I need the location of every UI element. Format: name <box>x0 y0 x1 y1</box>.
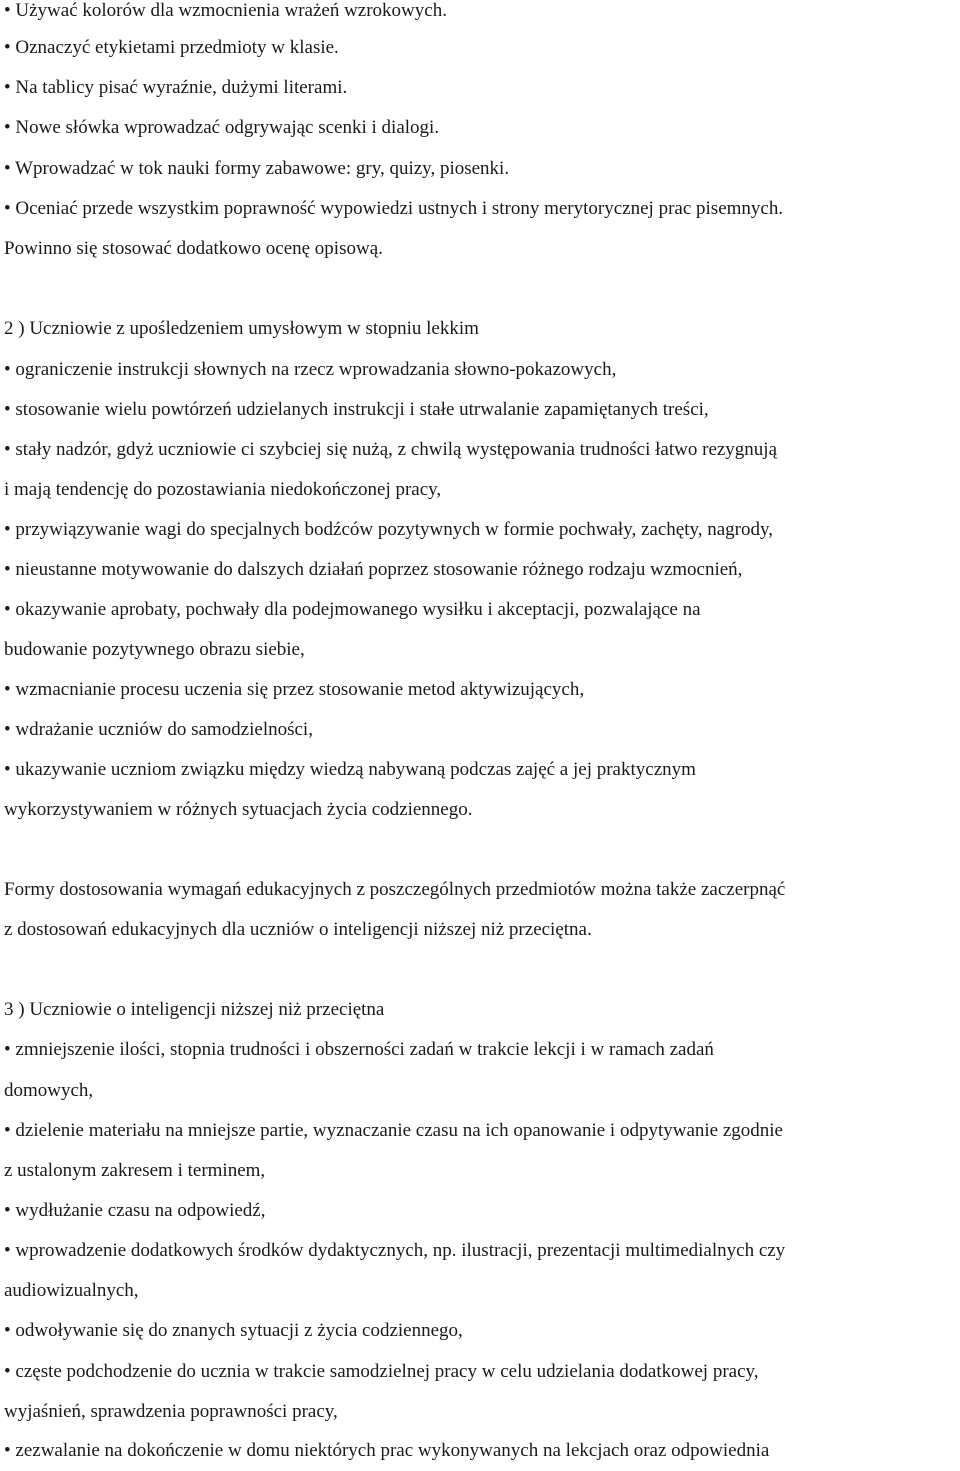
text-line: Formy dostosowania wymagań edukacyjnych z poszczególnych przedmiotów można także zaczerpnąć <box>4 879 786 900</box>
text-line: • Wprowadzać w tok nauki formy zabawowe: gry, quizy, piosenki. <box>4 158 510 179</box>
text-line: • wzmacnianie procesu uczenia się przez stosowanie metod aktywizujących, <box>4 679 585 700</box>
text-line: • zmniejszenie ilości, stopnia trudności i obszerności zadań w trakcie lekcji i w ramach zadań <box>4 1039 714 1060</box>
text-line: z ustalonym zakresem i terminem, <box>4 1160 266 1181</box>
text-line: • Oznaczyć etykietami przedmioty w klasie. <box>4 37 339 58</box>
text-line: • Oceniać przede wszystkim poprawność wypowiedzi ustnych i strony merytorycznej prac pisemnych. <box>4 198 784 219</box>
text-line: • zezwalanie na dokończenie w domu niektórych prac wykonywanych na lekcjach oraz odpowiednia <box>4 1440 770 1461</box>
text-line: audiowizualnych, <box>4 1280 139 1301</box>
text-line: wyjaśnień, sprawdzenia poprawności pracy, <box>4 1401 338 1422</box>
text-line: wykorzystywaniem w różnych sytuacjach życia codziennego. <box>4 799 473 820</box>
text-line: • wprowadzenie dodatkowych środków dydaktycznych, np. ilustracji, prezentacji multimedialnych czy <box>4 1240 786 1261</box>
text-line: i mają tendencję do pozostawiania niedokończonej pracy, <box>4 479 442 500</box>
text-line: z dostosowań edukacyjnych dla uczniów o inteligencji niższej niż przeciętna. <box>4 919 592 940</box>
text-line: • ograniczenie instrukcji słownych na rzecz wprowadzania słowno-pokazowych, <box>4 359 617 380</box>
text-line: • przywiązywanie wagi do specjalnych bodźców pozytywnych w formie pochwały, zachęty, nagrody, <box>4 519 774 540</box>
text-line: • stały nadzór, gdyż uczniowie ci szybciej się nużą, z chwilą występowania trudności łatwo rezygnują <box>4 439 778 460</box>
text-line: • ukazywanie uczniom związku między wiedzą nabywaną podczas zajęć a jej praktycznym <box>4 759 696 780</box>
text-line: • Nowe słówka wprowadzać odgrywając scenki i dialogi. <box>4 117 440 138</box>
text-line: • stosowanie wielu powtórzeń udzielanych instrukcji i stałe utrwalanie zapamiętanych treści, <box>4 399 709 420</box>
text-line: • dzielenie materiału na mniejsze partie, wyznaczanie czasu na ich opanowanie i odpytywanie zgodnie <box>4 1120 783 1141</box>
text-line: domowych, <box>4 1080 94 1101</box>
section-heading: 3 ) Uczniowie o inteligencji niższej niż przeciętna <box>4 999 385 1020</box>
section-heading: 2 ) Uczniowie z upośledzeniem umysłowym w stopniu lekkim <box>4 318 479 339</box>
text-line: • wdrażanie uczniów do samodzielności, <box>4 719 313 740</box>
text-line: Powinno się stosować dodatkowo ocenę opisową. <box>4 238 383 259</box>
text-line: • Używać kolorów dla wzmocnienia wrażeń wzrokowych. <box>4 0 447 21</box>
text-line: • Na tablicy pisać wyraźnie, dużymi literami. <box>4 77 348 98</box>
text-line: budowanie pozytywnego obrazu siebie, <box>4 639 305 660</box>
text-line: • nieustanne motywowanie do dalszych działań poprzez stosowanie różnego rodzaju wzmocnień, <box>4 559 743 580</box>
text-line: • wydłużanie czasu na odpowiedź, <box>4 1200 266 1221</box>
text-line: • okazywanie aprobaty, pochwały dla podejmowanego wysiłku i akceptacji, pozwalające na <box>4 599 701 620</box>
text-line: • odwoływanie się do znanych sytuacji z życia codziennego, <box>4 1320 463 1341</box>
text-line: • częste podchodzenie do ucznia w trakcie samodzielnej pracy w celu udzielania dodatkowej pracy, <box>4 1361 759 1382</box>
